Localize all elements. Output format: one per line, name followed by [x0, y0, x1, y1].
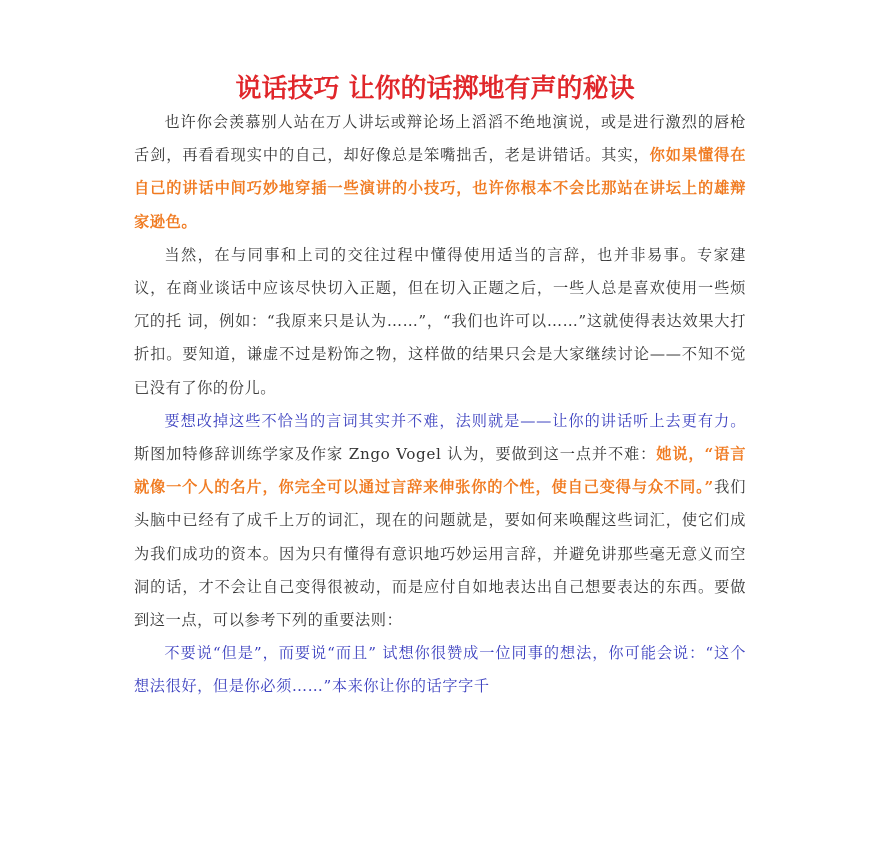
text-run: 当然，在与同事和上司的交往过程中懂得使用适当的言辞，也并非易事。专家建议，在商业谈话中应该尽快切入正题，但在切入正题之后，一些人总是喜欢使用一些烦冗的托 词，例如：“我原来只是认为……”，“我们也许可以……”这就使得表达效果大打折扣。要知道，谦虚不过是粉饰之物，这样做的结果只会是大家继续讨论——不知不觉已没有了你的份儿。	[134, 245, 746, 397]
document-title: 说话技巧 让你的话掷地有声的秘诀	[235, 74, 635, 104]
text-run: 斯图加特修辞训练学家及作家 Zngo Vogel 认为，要做到这一点并不难：	[134, 445, 657, 464]
blue-text-run: 要想改掉这些不恰当的言词其实并不难，法则就是——让你的讲话听上去更有力。	[164, 411, 746, 430]
blue-text-run: 不要说“但是”，而要说“而且” 试想你很赞成一位同事的想法，你可能会说：“这个想法很好，但是你必须……”本来你让你的话字字千	[134, 644, 746, 696]
paragraph-4	[134, 637, 746, 703]
highlighted-text-run: 她说，“语言就像一个人的名片，你完全可以通过言辞来伸张你的个性，使自己变得与众不同。”	[134, 445, 746, 497]
paragraph-2	[134, 239, 746, 405]
paragraph-3	[134, 405, 746, 637]
text-run: 也许你会羡慕别人站在万人讲坛或辩论场上滔滔不绝地演说，或是进行激烈的唇枪舌剑，再看看现实中的自己，却好像总是笨嘴拙舌，老是讲错话。其实，	[134, 113, 746, 165]
highlighted-text-run: 你如果懂得在自己的讲话中间巧妙地穿插一些演讲的小技巧，也许你根本不会比那站在讲坛上的雄辩家逊色。	[134, 146, 746, 231]
text-run: 我们头脑中已经有了成千上万的词汇，现在的问题就是，要如何来唤醒这些词汇，使它们成为我们成功的资本。因为只有懂得有意识地巧妙运用言辞，并避免讲那些毫无意义而空洞的话，才不会让自己变得很被动，而是应付自如地表达出自己想要表达的东西。要做到这一点，可以参考下列的重要法则：	[134, 478, 746, 630]
document-body	[134, 106, 746, 704]
paragraph-1	[134, 106, 746, 239]
